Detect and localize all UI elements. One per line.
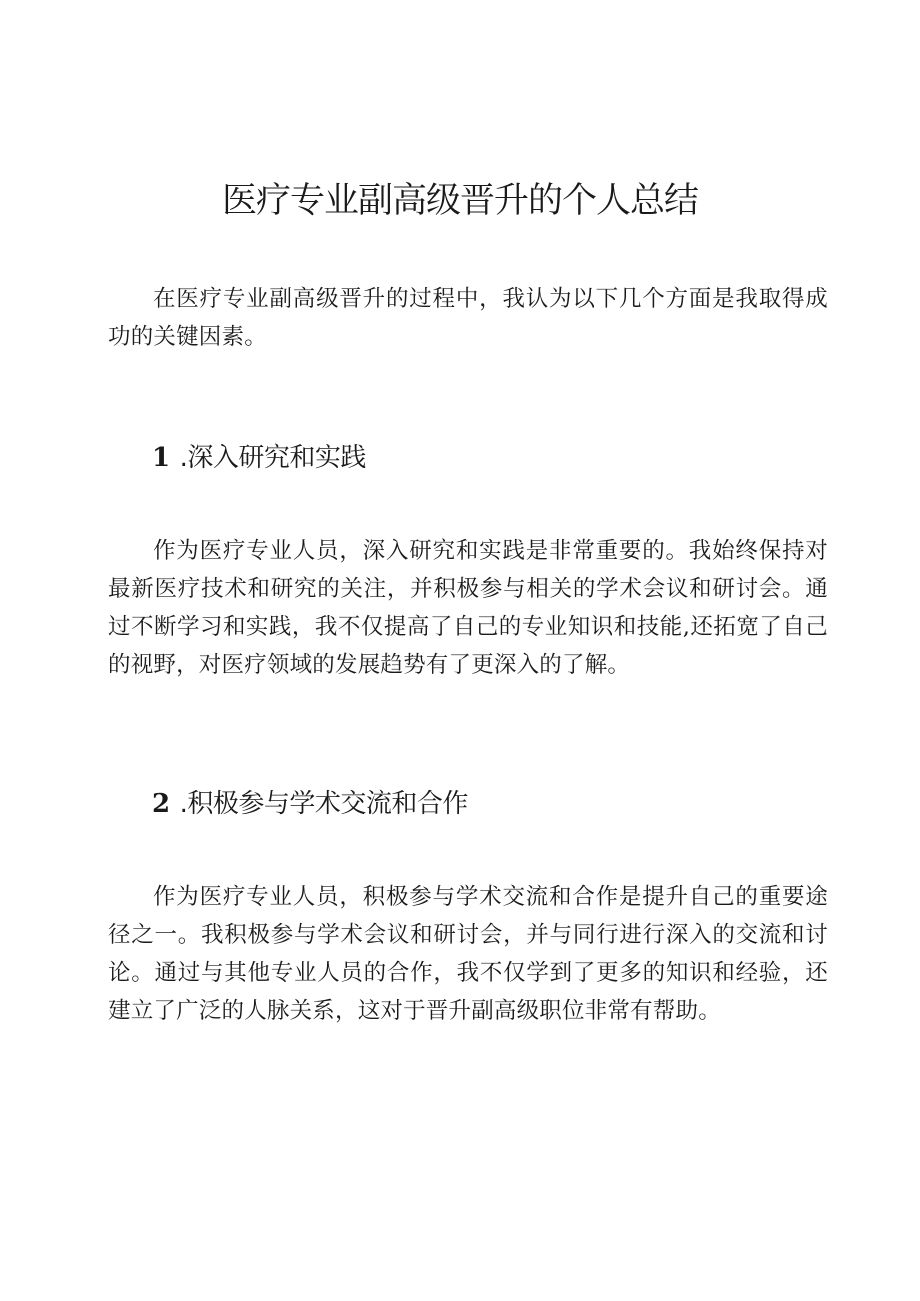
section-body-2: 作为医疗专业人员，积极参与学术交流和合作是提升自己的重要途径之一。我积极参与学术会议和研讨会，并与同行进行深入的交流和讨论。通过与其他专业人员的合作，我不仅学到了更多的知识和经验，还建立了广泛的人脉关系，这对于晋升副高级职位非常有帮助。 (108, 884, 828, 1024)
section-heading-2 (152, 784, 468, 824)
section-heading-1 (152, 438, 366, 478)
document-title: 医疗专业副高级晋升的个人总结 (221, 181, 698, 221)
section-body-1: 作为医疗专业人员，深入研究和实践是非常重要的。我始终保持对最新医疗技术和研究的关注，并积极参与相关的学术会议和研讨会。通过不断学习和实践，我不仅提高了自己的专业知识和技能,还拓宽了自己的视野，对医疗领域的发展趋势有了更深入的了解。 (108, 538, 828, 678)
section-heading-text-1: .深入研究和实践 (179, 443, 366, 473)
intro-paragraph: 在医疗专业副高级晋升的过程中，我认为以下几个方面是我取得成功的关键因素。 (108, 286, 828, 350)
section-number-1: 1 (152, 443, 170, 473)
section-number-2: 2 (152, 789, 170, 819)
section-heading-text-2: .积极参与学术交流和合作 (179, 789, 468, 819)
